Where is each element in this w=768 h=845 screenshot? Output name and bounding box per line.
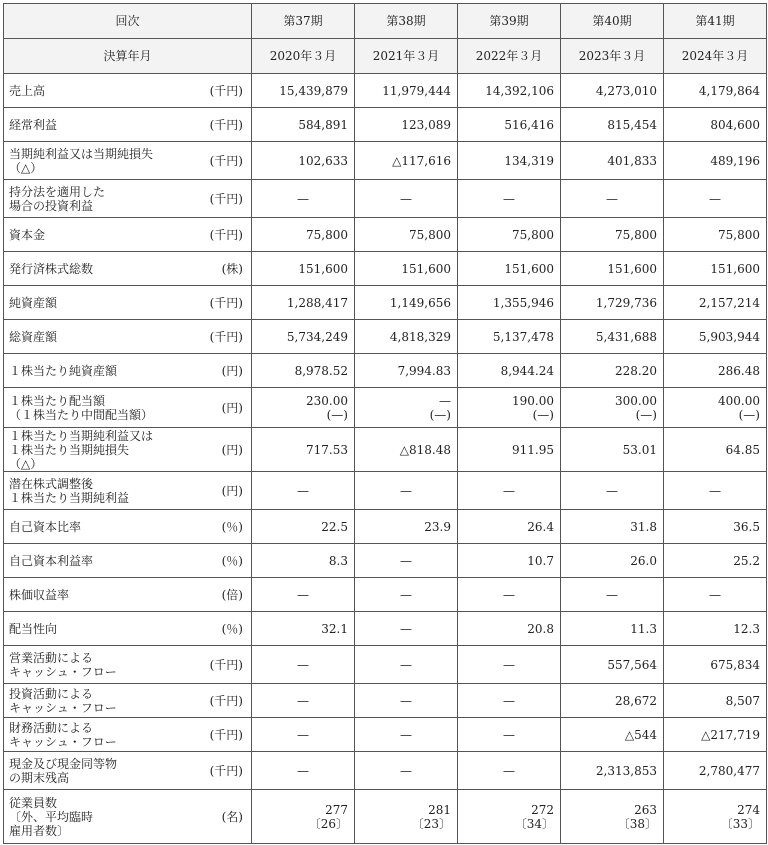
table-row: [4, 180, 767, 218]
value-cell: 190.00 (—): [458, 388, 561, 428]
table-row: [4, 428, 767, 472]
value-cell: 4,273,010: [561, 74, 664, 108]
row-label: 潜在株式調整後 １株当たり当期純利益: [4, 472, 197, 510]
value-cell: 53.01: [561, 428, 664, 472]
value-cell: 75,800: [458, 218, 561, 252]
row-label: 総資産額: [4, 320, 197, 354]
value-cell: 8,944.24: [458, 354, 561, 388]
value-cell: 274 〔33〕: [664, 790, 767, 844]
value-cell: 400.00 (—): [664, 388, 767, 428]
date-label: 決算年月: [4, 39, 252, 74]
value-cell: —: [664, 472, 767, 510]
value-cell: 1,149,656: [355, 286, 458, 320]
table-row: [4, 142, 767, 180]
value-cell: 1,355,946: [458, 286, 561, 320]
value-cell: 151,600: [458, 252, 561, 286]
row-unit: (千円): [197, 684, 252, 718]
financial-summary-table: [3, 3, 767, 844]
value-cell: —: [252, 718, 355, 752]
value-cell: 1,729,736: [561, 286, 664, 320]
value-cell: △117,616: [355, 142, 458, 180]
value-cell: —: [252, 578, 355, 612]
value-cell: 11.3: [561, 612, 664, 646]
value-cell: 300.00 (—): [561, 388, 664, 428]
value-cell: —: [664, 180, 767, 218]
value-cell: —: [355, 718, 458, 752]
row-label: 投資活動による キャッシュ・フロー: [4, 684, 197, 718]
row-unit: (千円): [197, 180, 252, 218]
value-cell: 26.0: [561, 544, 664, 578]
period-header: 第37期: [252, 4, 355, 39]
value-cell: 8,978.52: [252, 354, 355, 388]
row-label: 従業員数 〔外、平均臨時 雇用者数〕: [4, 790, 197, 844]
value-cell: —: [664, 578, 767, 612]
value-cell: 5,734,249: [252, 320, 355, 354]
date-header: 2021年３月: [355, 39, 458, 74]
period-header: 第40期: [561, 4, 664, 39]
value-cell: 272 〔34〕: [458, 790, 561, 844]
value-cell: △544: [561, 718, 664, 752]
row-unit: (千円): [197, 286, 252, 320]
table-row: [4, 510, 767, 544]
table-row: [4, 218, 767, 252]
period-header-row: [4, 4, 767, 39]
row-label: 売上高: [4, 74, 197, 108]
date-header: 2024年３月: [664, 39, 767, 74]
row-label: 現金及び現金同等物 の期末残高: [4, 752, 197, 790]
row-unit: (円): [197, 388, 252, 428]
value-cell: 281 〔23〕: [355, 790, 458, 844]
value-cell: 20.8: [458, 612, 561, 646]
value-cell: 8,507: [664, 684, 767, 718]
value-cell: 14,392,106: [458, 74, 561, 108]
value-cell: 15,439,879: [252, 74, 355, 108]
value-cell: 2,157,214: [664, 286, 767, 320]
row-unit: (倍): [197, 578, 252, 612]
value-cell: —: [458, 718, 561, 752]
row-label: 純資産額: [4, 286, 197, 320]
value-cell: 911.95: [458, 428, 561, 472]
value-cell: —: [458, 472, 561, 510]
row-unit: (千円): [197, 646, 252, 684]
value-cell: 102,633: [252, 142, 355, 180]
table-row: [4, 108, 767, 142]
value-cell: 5,903,944: [664, 320, 767, 354]
value-cell: —: [458, 752, 561, 790]
value-cell: 64.85: [664, 428, 767, 472]
value-cell: 123,089: [355, 108, 458, 142]
value-cell: —: [355, 180, 458, 218]
table-row: [4, 684, 767, 718]
value-cell: 7,994.83: [355, 354, 458, 388]
row-label: 当期純利益又は当期純損失 （△）: [4, 142, 197, 180]
table-row: [4, 752, 767, 790]
row-label: １株当たり純資産額: [4, 354, 197, 388]
value-cell: 12.3: [664, 612, 767, 646]
period-header: 第39期: [458, 4, 561, 39]
value-cell: —: [561, 180, 664, 218]
row-unit: (千円): [197, 218, 252, 252]
value-cell: 75,800: [561, 218, 664, 252]
row-unit: (円): [197, 472, 252, 510]
value-cell: 134,319: [458, 142, 561, 180]
value-cell: 4,818,329: [355, 320, 458, 354]
row-label: 自己資本利益率: [4, 544, 197, 578]
row-unit: (千円): [197, 142, 252, 180]
table-row: [4, 252, 767, 286]
value-cell: —: [561, 472, 664, 510]
value-cell: 2,313,853: [561, 752, 664, 790]
table-row: [4, 790, 767, 844]
value-cell: 31.8: [561, 510, 664, 544]
table-row: [4, 472, 767, 510]
value-cell: 151,600: [561, 252, 664, 286]
value-cell: —: [252, 472, 355, 510]
value-cell: 151,600: [664, 252, 767, 286]
value-cell: —: [458, 684, 561, 718]
table-row: [4, 612, 767, 646]
table-row: [4, 544, 767, 578]
row-label: 配当性向: [4, 612, 197, 646]
period-label: 回次: [4, 4, 252, 39]
value-cell: 584,891: [252, 108, 355, 142]
value-cell: —: [252, 752, 355, 790]
row-unit: (円): [197, 428, 252, 472]
date-header-row: [4, 39, 767, 74]
value-cell: 228.20: [561, 354, 664, 388]
value-cell: 5,137,478: [458, 320, 561, 354]
row-label: １株当たり当期純利益又は １株当たり当期純損失 （△）: [4, 428, 197, 472]
value-cell: 23.9: [355, 510, 458, 544]
value-cell: —: [355, 752, 458, 790]
value-cell: 75,800: [664, 218, 767, 252]
value-cell: △818.48: [355, 428, 458, 472]
value-cell: 11,979,444: [355, 74, 458, 108]
row-unit: (千円): [197, 718, 252, 752]
value-cell: 516,416: [458, 108, 561, 142]
row-label: 株価収益率: [4, 578, 197, 612]
date-header: 2022年３月: [458, 39, 561, 74]
value-cell: 22.5: [252, 510, 355, 544]
value-cell: 401,833: [561, 142, 664, 180]
value-cell: —: [355, 684, 458, 718]
value-cell: 151,600: [252, 252, 355, 286]
value-cell: —: [458, 646, 561, 684]
value-cell: —: [355, 646, 458, 684]
value-cell: 1,288,417: [252, 286, 355, 320]
period-header: 第38期: [355, 4, 458, 39]
row-unit: (千円): [197, 108, 252, 142]
value-cell: 557,564: [561, 646, 664, 684]
date-header: 2023年３月: [561, 39, 664, 74]
value-cell: 25.2: [664, 544, 767, 578]
value-cell: 5,431,688: [561, 320, 664, 354]
value-cell: —: [458, 180, 561, 218]
value-cell: 4,179,864: [664, 74, 767, 108]
table-row: [4, 286, 767, 320]
value-cell: — (—): [355, 388, 458, 428]
row-unit: (千円): [197, 320, 252, 354]
value-cell: 717.53: [252, 428, 355, 472]
table-row: [4, 320, 767, 354]
row-label: 経常利益: [4, 108, 197, 142]
value-cell: —: [355, 472, 458, 510]
value-cell: 8.3: [252, 544, 355, 578]
table-row: [4, 354, 767, 388]
table-row: [4, 578, 767, 612]
table-row: [4, 74, 767, 108]
value-cell: 675,834: [664, 646, 767, 684]
value-cell: —: [252, 180, 355, 218]
row-unit: (円): [197, 354, 252, 388]
value-cell: 28,672: [561, 684, 664, 718]
value-cell: 2,780,477: [664, 752, 767, 790]
period-header: 第41期: [664, 4, 767, 39]
value-cell: —: [355, 612, 458, 646]
row-unit: (％): [197, 612, 252, 646]
row-unit: (千円): [197, 752, 252, 790]
row-label: １株当たり配当額 （１株当たり中間配当額）: [4, 388, 197, 428]
value-cell: △217,719: [664, 718, 767, 752]
row-label: 発行済株式総数: [4, 252, 197, 286]
table-row: [4, 718, 767, 752]
row-unit: (株): [197, 252, 252, 286]
row-unit: (千円): [197, 74, 252, 108]
value-cell: 10.7: [458, 544, 561, 578]
value-cell: 815,454: [561, 108, 664, 142]
row-label: 資本金: [4, 218, 197, 252]
value-cell: —: [355, 544, 458, 578]
value-cell: —: [355, 578, 458, 612]
table-row: [4, 646, 767, 684]
value-cell: 151,600: [355, 252, 458, 286]
value-cell: —: [252, 646, 355, 684]
value-cell: 286.48: [664, 354, 767, 388]
value-cell: 75,800: [355, 218, 458, 252]
value-cell: 489,196: [664, 142, 767, 180]
row-label: 財務活動による キャッシュ・フロー: [4, 718, 197, 752]
value-cell: —: [252, 684, 355, 718]
value-cell: —: [561, 578, 664, 612]
value-cell: 263 〔38〕: [561, 790, 664, 844]
row-label: 自己資本比率: [4, 510, 197, 544]
row-unit: (名): [197, 790, 252, 844]
row-label: 持分法を適用した 場合の投資利益: [4, 180, 197, 218]
row-label: 営業活動による キャッシュ・フロー: [4, 646, 197, 684]
row-unit: (％): [197, 544, 252, 578]
value-cell: 32.1: [252, 612, 355, 646]
value-cell: 804,600: [664, 108, 767, 142]
value-cell: 75,800: [252, 218, 355, 252]
value-cell: 36.5: [664, 510, 767, 544]
value-cell: 230.00 (—): [252, 388, 355, 428]
date-header: 2020年３月: [252, 39, 355, 74]
row-unit: (％): [197, 510, 252, 544]
table-row: [4, 388, 767, 428]
value-cell: 26.4: [458, 510, 561, 544]
value-cell: —: [458, 578, 561, 612]
value-cell: 277 〔26〕: [252, 790, 355, 844]
